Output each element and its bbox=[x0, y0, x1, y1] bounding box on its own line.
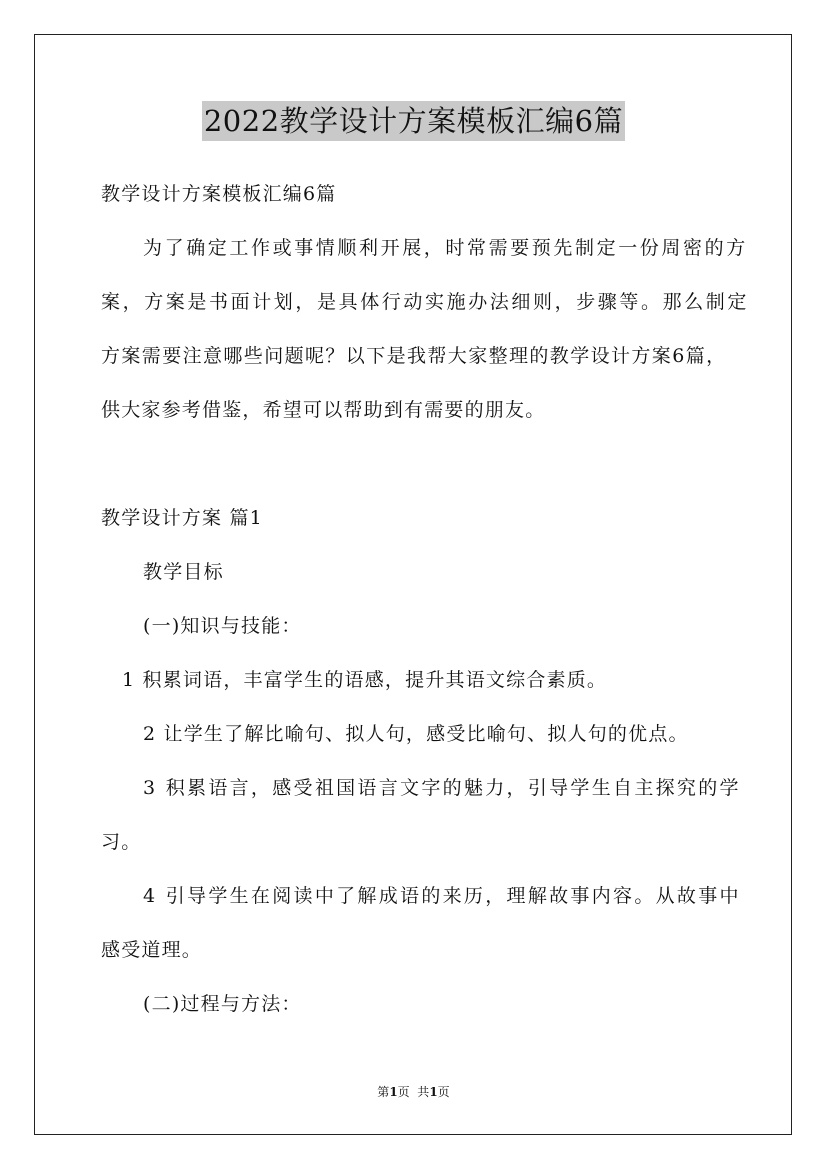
page-footer bbox=[0, 1085, 827, 1099]
intro-line-1: 为了确定工作或事情顺利开展，时常需要预先制定一份周密的方 bbox=[143, 237, 748, 259]
footer-page-number: 1 bbox=[389, 1085, 398, 1099]
intro-line-3: 方案需要注意哪些问题呢？以下是我帮大家整理的教学设计方案6篇， bbox=[101, 345, 727, 367]
footer-suffix: 页 bbox=[437, 1085, 450, 1099]
document-title: 2022教学设计方案模板汇编6篇 bbox=[202, 101, 625, 141]
document-subtitle: 教学设计方案模板汇编6篇 bbox=[101, 183, 337, 205]
process-heading: (二)过程与方法： bbox=[143, 993, 302, 1015]
goal-item-4-continued: 感受道理。 bbox=[101, 939, 203, 961]
goal-item-3: 3 积累语言，感受祖国语言文字的魅力，引导学生自主探究的学 bbox=[143, 777, 741, 799]
title-container bbox=[0, 101, 827, 141]
goals-heading: 教学目标 bbox=[143, 561, 224, 583]
knowledge-heading: (一)知识与技能： bbox=[143, 615, 302, 637]
section-heading: 教学设计方案 篇1 bbox=[101, 507, 263, 529]
goal-item-4: 4 引导学生在阅读中了解成语的来历，理解故事内容。从故事中 bbox=[143, 885, 741, 907]
footer-mid: 页 共 bbox=[397, 1085, 430, 1099]
goal-item-3-continued: 习。 bbox=[101, 831, 142, 853]
footer-prefix: 第 bbox=[377, 1085, 390, 1099]
goal-item-2: 2 让学生了解比喻句、拟人句，感受比喻句、拟人句的优点。 bbox=[143, 723, 689, 745]
goal-item-1: 1 积累词语，丰富学生的语感，提升其语文综合素质。 bbox=[122, 669, 608, 691]
intro-line-4: 供大家参考借鉴，希望可以帮助到有需要的朋友。 bbox=[101, 399, 546, 421]
intro-line-2: 案，方案是书面计划，是具体行动实施办法细则，步骤等。那么制定 bbox=[101, 291, 750, 313]
footer-total-pages: 1 bbox=[429, 1085, 438, 1099]
